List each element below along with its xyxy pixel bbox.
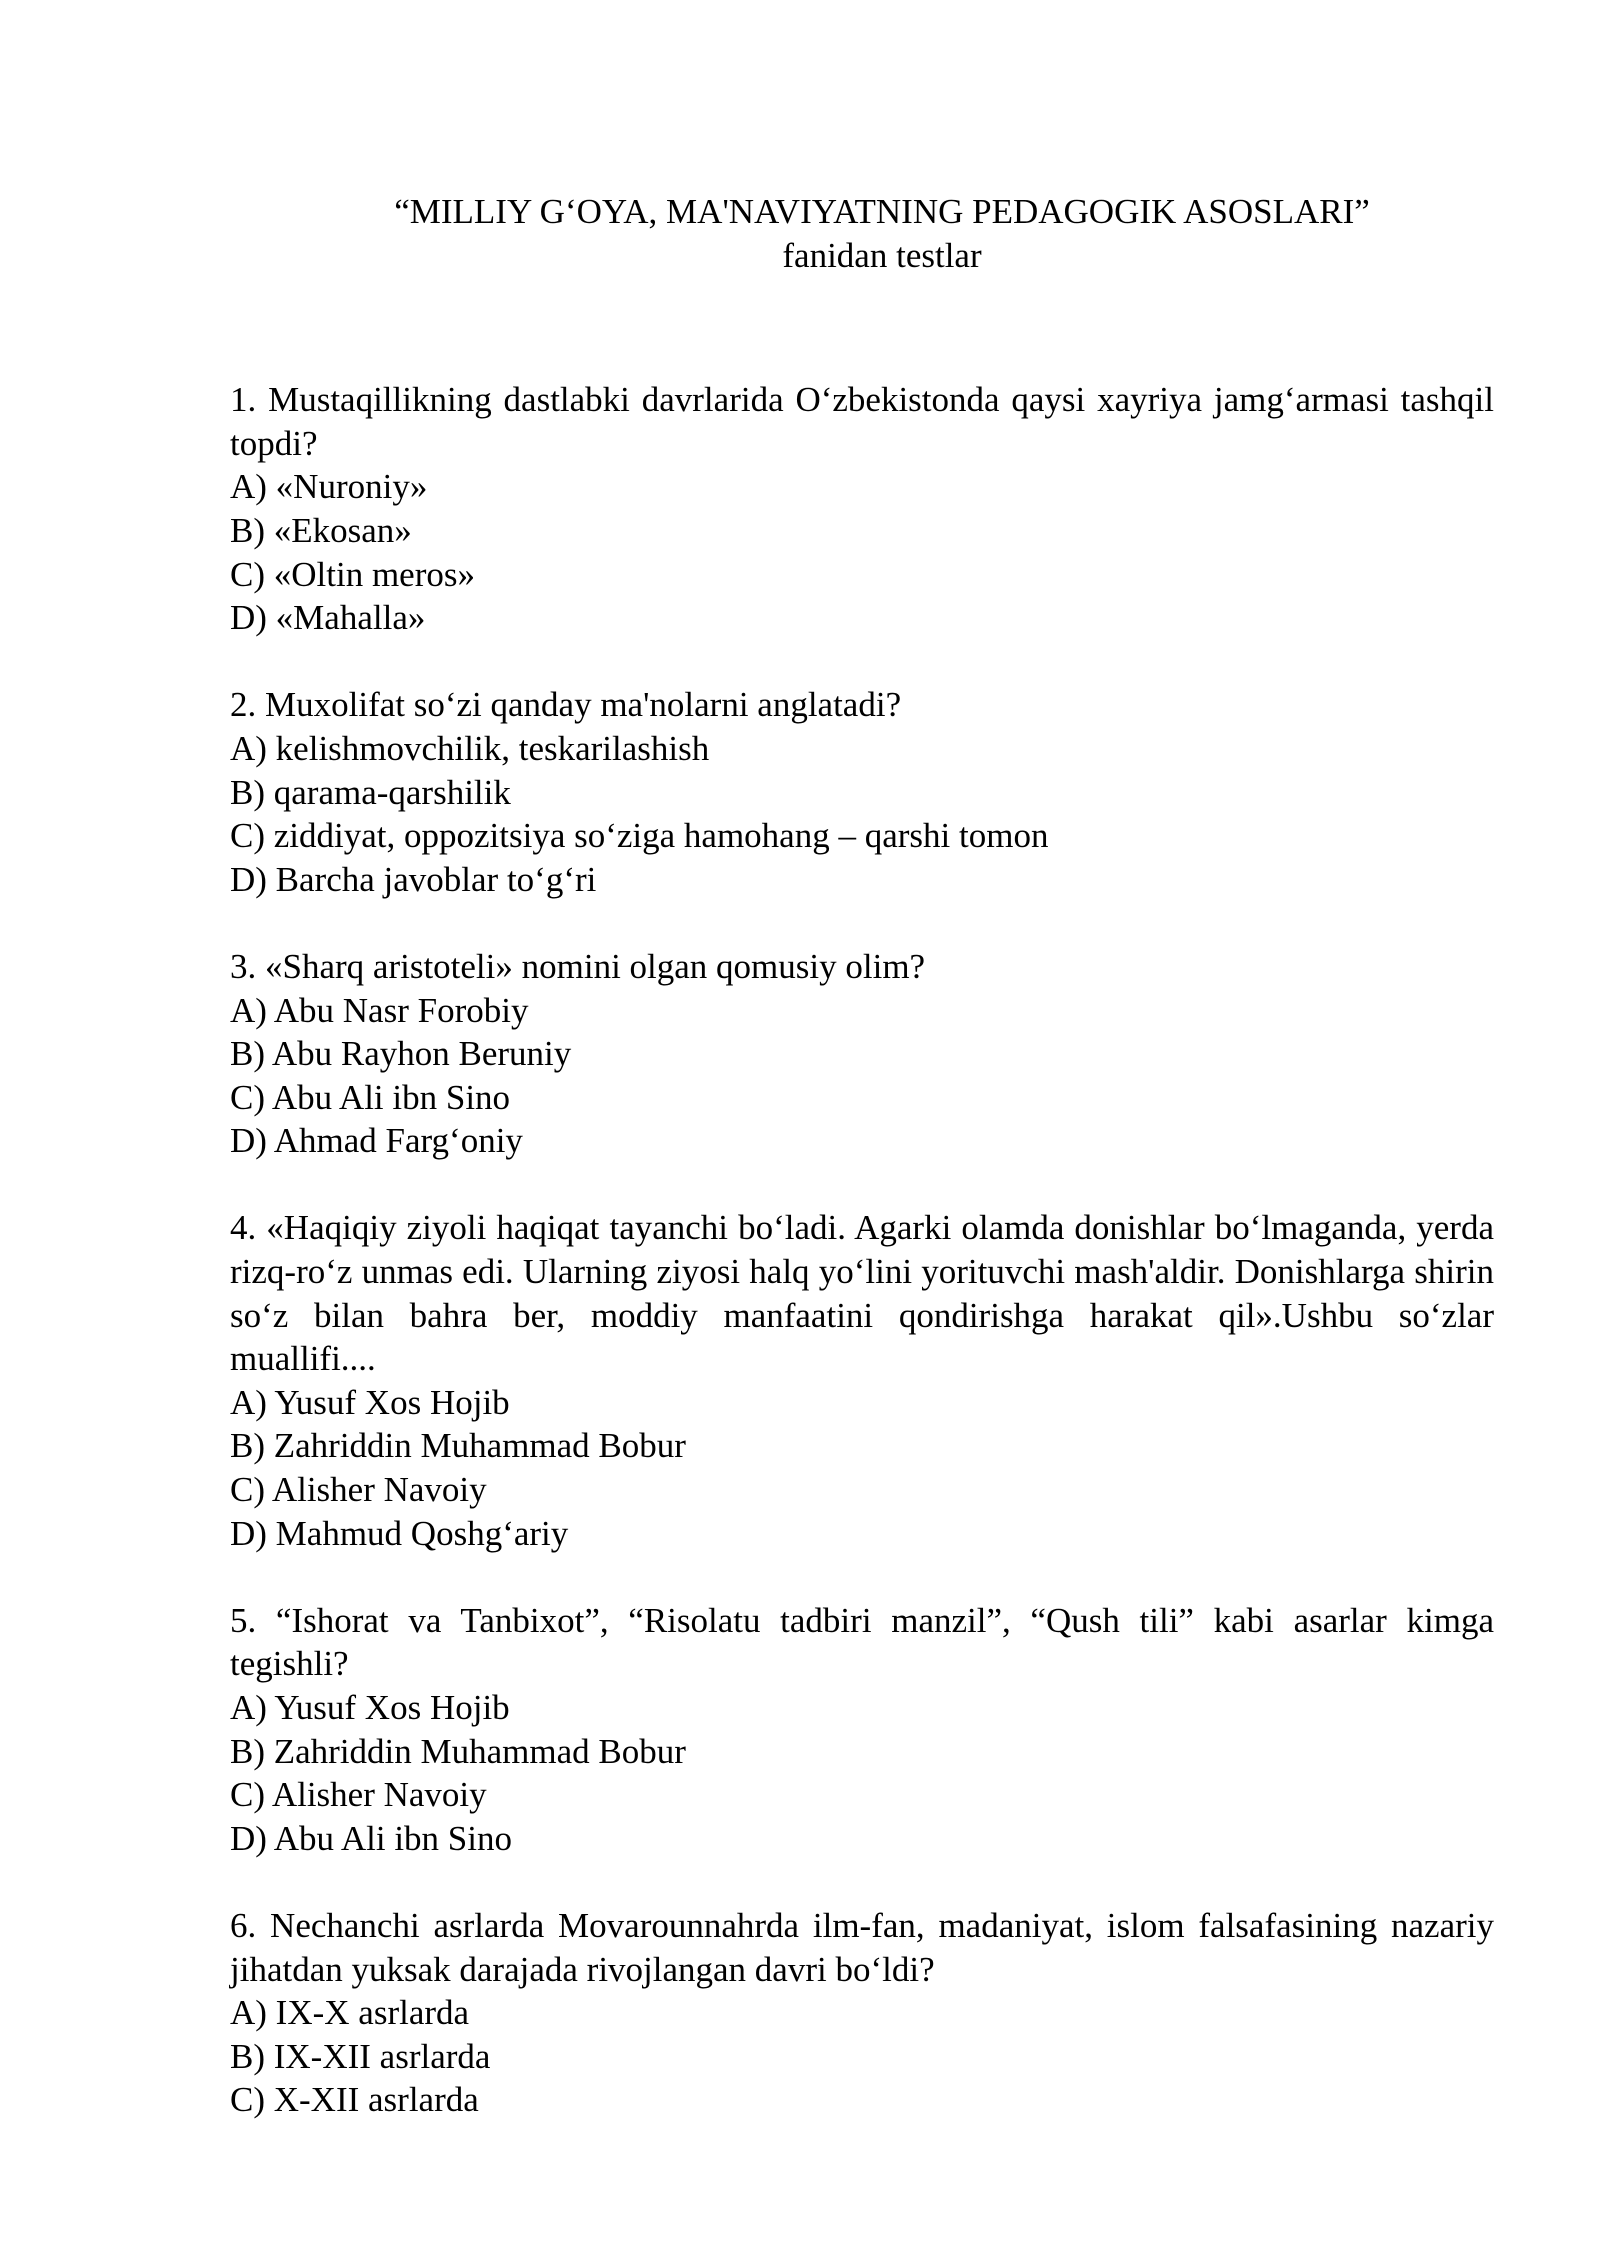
title-block	[230, 190, 1494, 277]
answer-option: D) Mahmud Qoshg‘ariy	[230, 1513, 569, 1553]
question-text: 2. Muxolifat so‘zi qanday ma'nolarni anglatadi?	[230, 685, 902, 725]
answer-option: A) Yusuf Xos Hojib	[230, 1688, 510, 1727]
answer-option: A) «Nuroniy»	[230, 467, 428, 507]
document-page	[230, 190, 1494, 2166]
question-block	[230, 683, 1494, 901]
answer-option: B) Zahriddin Muhammad Bobur	[230, 1731, 686, 1771]
question-text: 1. Mustaqillikning dastlabki davrlarida O‘zbekistonda qaysi xayriya jamg‘armasi tashqil topdi?	[230, 380, 1494, 463]
answer-option: D) Abu Ali ibn Sino	[230, 1818, 512, 1858]
answer-option: C) Abu Ali ibn Sino	[230, 1077, 511, 1117]
answer-option: A) IX-X asrlarda	[230, 1993, 470, 2033]
answer-option: C) ziddiyat, oppozitsiya so‘ziga hamohang – qarshi tomon	[230, 816, 1049, 856]
question-text: 4. «Haqiqiy ziyoli haqiqat tayanchi bo‘ladi. Agarki olamda donishlar bo‘lmaganda, yerda rizq-ro‘z unmas edi. Ularning ziyosi halq yo‘lini yorituvchi mash'aldir. Donishlarga shirin so‘z bilan bahra ber, moddiy manfaatini qondirishga harakat qil».Ushbu so‘zlar muallifi....	[230, 1208, 1494, 1379]
answer-option: D) Ahmad Farg‘oniy	[230, 1121, 523, 1161]
answer-option: C) «Oltin meros»	[230, 554, 475, 594]
answer-option: B) qarama-qarshilik	[230, 772, 511, 812]
question-block	[230, 945, 1494, 1163]
answer-option: A) kelishmovchilik, teskarilashish	[230, 728, 710, 768]
question-text: 6. Nechanchi asrlarda Movarounnahrda ilm-fan, madaniyat, islom falsafasining nazariy jihatdan yuksak darajada rivojlangan davri bo‘ldi?	[230, 1905, 1494, 1989]
question-block	[230, 1904, 1494, 2122]
answer-options	[230, 1991, 1494, 2122]
question-list	[230, 378, 1494, 2122]
answer-options	[230, 1686, 1494, 1860]
question-text: 5. “Ishorat va Tanbixot”, “Risolatu tadbiri manzil”, “Qush tili” kabi asarlar kimga tegishli?	[230, 1600, 1494, 1684]
answer-option: C) Alisher Navoiy	[230, 1775, 487, 1815]
answer-option: B) Zahriddin Muhammad Bobur	[230, 1426, 686, 1466]
answer-option: D) Barcha javoblar to‘g‘ri	[230, 859, 597, 899]
question-block	[230, 1599, 1494, 1861]
answer-option: A) Yusuf Xos Hojib	[230, 1382, 510, 1422]
document-title: “MILLIY G‘OYA, MA'NAVIYATNING PEDAGOGIK ASOSLARI”	[394, 192, 1370, 231]
answer-options	[230, 465, 1494, 639]
document-subtitle: fanidan testlar	[782, 235, 982, 275]
answer-options	[230, 989, 1494, 1163]
answer-options	[230, 727, 1494, 901]
question-text: 3. «Sharq aristoteli» nomini olgan qomusiy olim?	[230, 946, 926, 986]
question-block	[230, 1206, 1494, 1555]
answer-option: C) X-XII asrlarda	[230, 2080, 479, 2120]
question-block	[230, 378, 1494, 640]
answer-option: C) Alisher Navoiy	[230, 1470, 487, 1510]
answer-option: B) Abu Rayhon Beruniy	[230, 1034, 572, 1074]
answer-option: B) «Ekosan»	[230, 510, 412, 550]
answer-option: D) «Mahalla»	[230, 598, 426, 638]
answer-option: B) IX-XII asrlarda	[230, 2036, 491, 2076]
answer-options	[230, 1381, 1494, 1555]
answer-option: A) Abu Nasr Forobiy	[230, 990, 529, 1030]
